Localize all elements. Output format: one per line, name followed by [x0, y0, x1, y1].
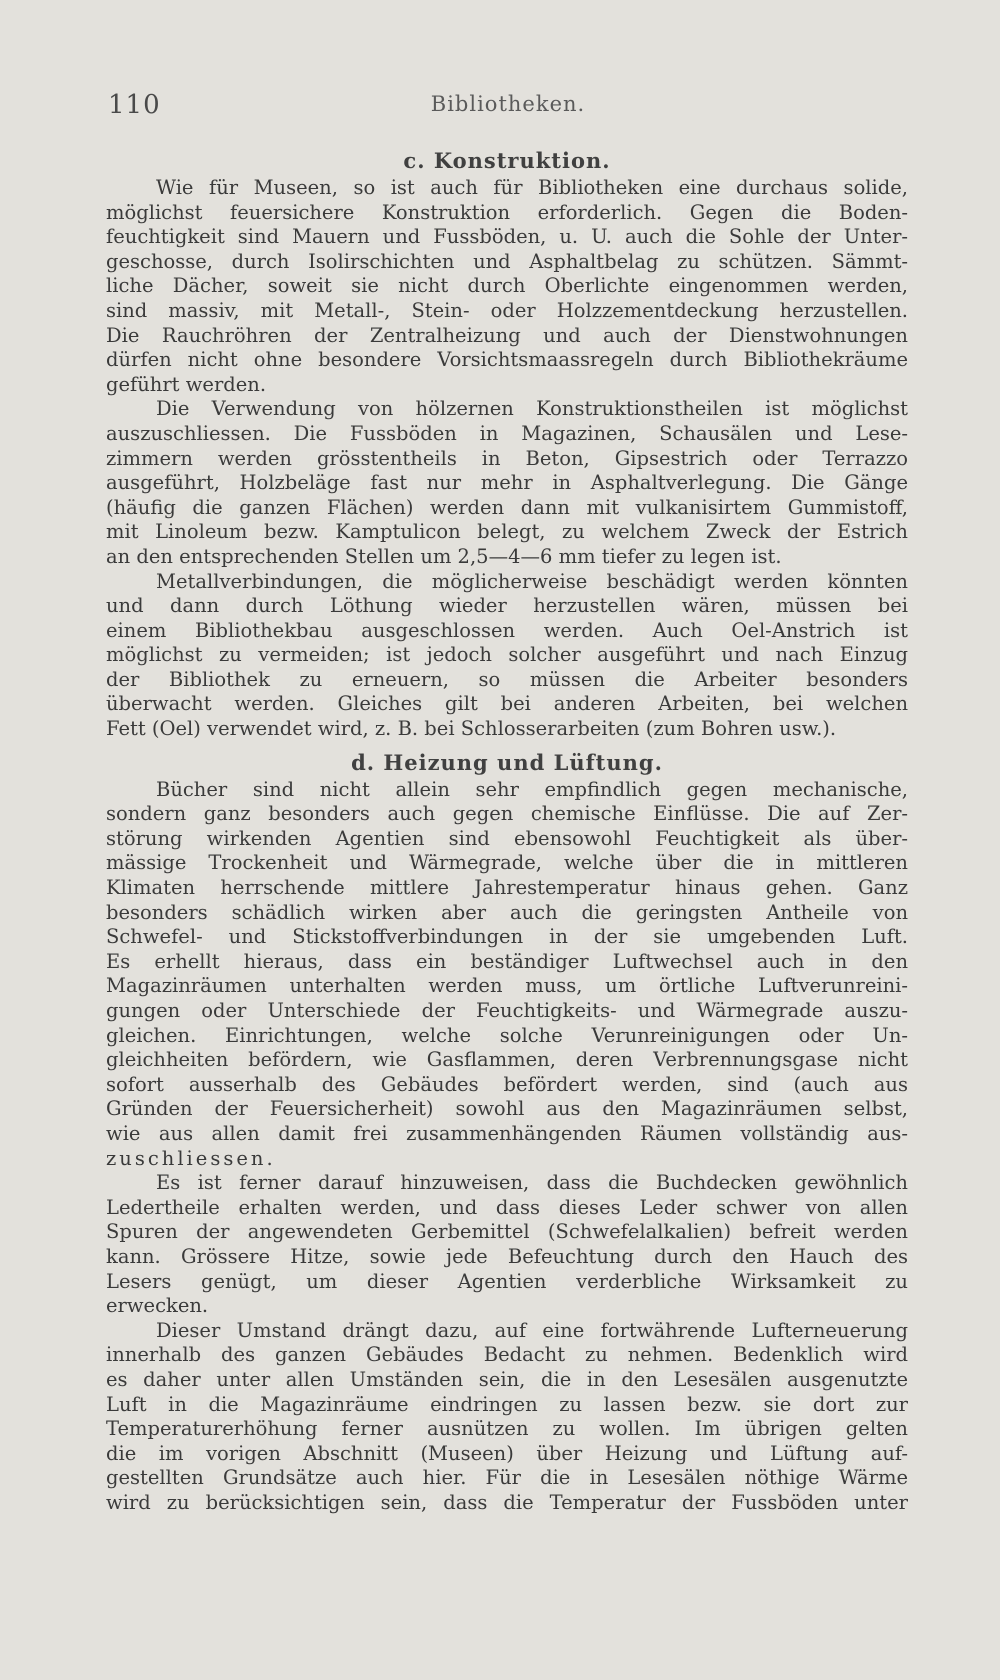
text-line: Gründen der Feuersicherheit) sowohl aus den Magazinräumen selbst, — [106, 1097, 908, 1121]
text-line: mässige Trockenheit und Wärmegrade, welche über die in mittleren — [106, 851, 908, 875]
text-line: es daher unter allen Umständen sein, die in den Lesesälen ausgenutzte — [106, 1367, 908, 1391]
text-line: Wie für Museen, so ist auch für Bibliotheken eine durchaus solide, — [156, 176, 908, 199]
text-line: Es erhellt hieraus, dass ein beständiger Luftwechsel auch in den — [106, 949, 908, 973]
text-line: feuchtigkeit sind Mauern und Fussböden, u. U. auch die Sohle der Unter- — [106, 225, 908, 249]
text-line: an den entsprechenden Stellen um 2,5—4—6 mm tiefer zu legen ist. — [106, 544, 782, 568]
section-heading-konstruktion: c. Konstruktion. — [403, 148, 611, 173]
text-line: Die Rauchröhren der Zentralheizung und auch der Dienstwohnungen — [106, 323, 908, 347]
text-line: dürfen nicht ohne besondere Vorsichtsmaassregeln durch Bibliothekräume — [106, 348, 908, 372]
text-line: Dieser Umstand drängt dazu, auf eine fortwährende Lufterneuerung — [156, 1318, 908, 1342]
text-line: einem Bibliothekbau ausgeschlossen werden. Auch Oel-Anstrich ist — [106, 618, 908, 642]
text-line: Luft in die Magazinräume eindringen zu lassen bezw. sie dort zur — [106, 1392, 908, 1416]
text-line: Bücher sind nicht allein sehr empfindlich gegen mechanische, — [156, 777, 908, 801]
text-line: kann. Grössere Hitze, sowie jede Befeuchtung durch den Hauch des — [106, 1244, 908, 1268]
text-line: der Bibliothek zu erneuern, so müssen die Arbeiter besonders — [106, 667, 908, 691]
text-line: Lesers genügt, um dieser Agentien verderbliche Wirksamkeit zu — [106, 1269, 908, 1293]
text-line: Schwefel- und Stickstoffverbindungen in der sie umgebenden Luft. — [106, 925, 908, 949]
text-line: liche Dächer, soweit sie nicht durch Oberlichte eingenommen werden, — [106, 274, 908, 298]
text-line: (häufig die ganzen Flächen) werden dann mit vulkanisirtem Gummistoff, — [106, 495, 908, 519]
page-number: 110 — [108, 90, 161, 120]
text-line: die im vorigen Abschnitt (Museen) über Heizung und Lüftung auf- — [106, 1441, 908, 1465]
text-line: Es ist ferner darauf hinzuweisen, dass die Buchdecken gewöhnlich — [156, 1171, 908, 1195]
text-line: Ledertheile erhalten werden, und dass dieses Leder schwer von allen — [106, 1195, 908, 1219]
text-line: erwecken. — [106, 1294, 209, 1318]
text-line: sondern ganz besonders auch gegen chemische Einflüsse. Die auf Zer- — [106, 802, 908, 826]
text-line: wie aus allen damit frei zusammenhängenden Räumen vollständig aus- — [106, 1121, 908, 1145]
text-line: geführt werden. — [106, 372, 267, 396]
running-title: Bibliotheken. — [430, 92, 586, 116]
section-konstruktion — [106, 176, 908, 742]
section-heizung-lueftung — [106, 778, 908, 1516]
text-line: zimmern werden grösstentheils in Beton, Gipsestrich oder Terrazzo — [106, 446, 908, 470]
text-line: ausgeführt, Holzbeläge fast nur mehr in Asphaltverlegung. Die Gänge — [106, 471, 908, 495]
page-header — [108, 90, 908, 122]
text-line: gungen oder Unterschiede der Feuchtigkeits- und Wärmegrade auszu- — [106, 999, 908, 1022]
text-line: Die Verwendung von hölzernen Konstruktionstheilen ist möglichst — [156, 397, 908, 421]
text-line: innerhalb des ganzen Gebäudes Bedacht zu nehmen. Bedenklich wird — [106, 1343, 908, 1367]
text-line: gestellten Grundsätze auch hier. Für die in Lesesälen nöthige Wärme — [106, 1466, 908, 1490]
text-line: gleichen. Einrichtungen, welche solche Verunreinigungen oder Un- — [106, 1023, 908, 1047]
text-line: und dann durch Löthung wieder herzustellen wären, müssen bei — [106, 594, 908, 618]
text-line: Magazinräumen unterhalten werden muss, um örtliche Luftverunreini- — [106, 974, 908, 998]
text-line: Klimaten herrschende mittlere Jahrestemperatur hinaus gehen. Ganz — [106, 876, 908, 900]
text-line: besonders schädlich wirken aber auch die geringsten Antheile von — [106, 900, 908, 924]
text-line: Temperaturerhöhung ferner ausnützen zu wollen. Im übrigen gelten — [106, 1417, 908, 1441]
text-line: geschosse, durch Isolirschichten und Asphaltbelag zu schützen. Sämmt- — [106, 249, 908, 273]
text-line: auszuschliessen. Die Fussböden in Magazinen, Schausälen und Lese- — [106, 421, 908, 445]
body-text — [106, 146, 908, 1515]
text-line: zuschliessen. — [106, 1146, 276, 1170]
section-heading-heizung: d. Heizung und Lüftung. — [351, 749, 663, 775]
text-line: gleichheiten befördern, wie Gasflammen, deren Verbrennungsgase nicht — [106, 1048, 908, 1072]
text-line: Fett (Oel) verwendet wird, z. B. bei Schlosserarbeiten (zum Bohren usw.). — [106, 717, 837, 741]
text-line: möglichst feuersichere Konstruktion erforderlich. Gegen die Boden- — [106, 200, 908, 224]
text-line: mit Linoleum bezw. Kamptulicon belegt, zu welchem Zweck der Estrich — [106, 520, 908, 544]
text-line: sind massiv, mit Metall-, Stein- oder Holzzementdeckung herzustellen. — [106, 298, 908, 322]
text-line: sofort ausserhalb des Gebäudes befördert werden, sind (auch aus — [106, 1072, 908, 1096]
text-line: Metallverbindungen, die möglicherweise beschädigt werden könnten — [156, 569, 908, 593]
text-line: störung wirkenden Agentien sind ebensowohl Feuchtigkeit als über- — [106, 826, 908, 850]
text-line: Spuren der angewendeten Gerbemittel (Schwefelalkalien) befreit werden — [106, 1220, 908, 1244]
text-line: überwacht werden. Gleiches gilt bei anderen Arbeiten, bei welchen — [106, 692, 908, 716]
text-line: möglichst zu vermeiden; ist jedoch solcher ausgeführt und nach Einzug — [106, 643, 908, 667]
text-line: wird zu berücksichtigen sein, dass die Temperatur der Fussböden unter — [106, 1490, 908, 1514]
